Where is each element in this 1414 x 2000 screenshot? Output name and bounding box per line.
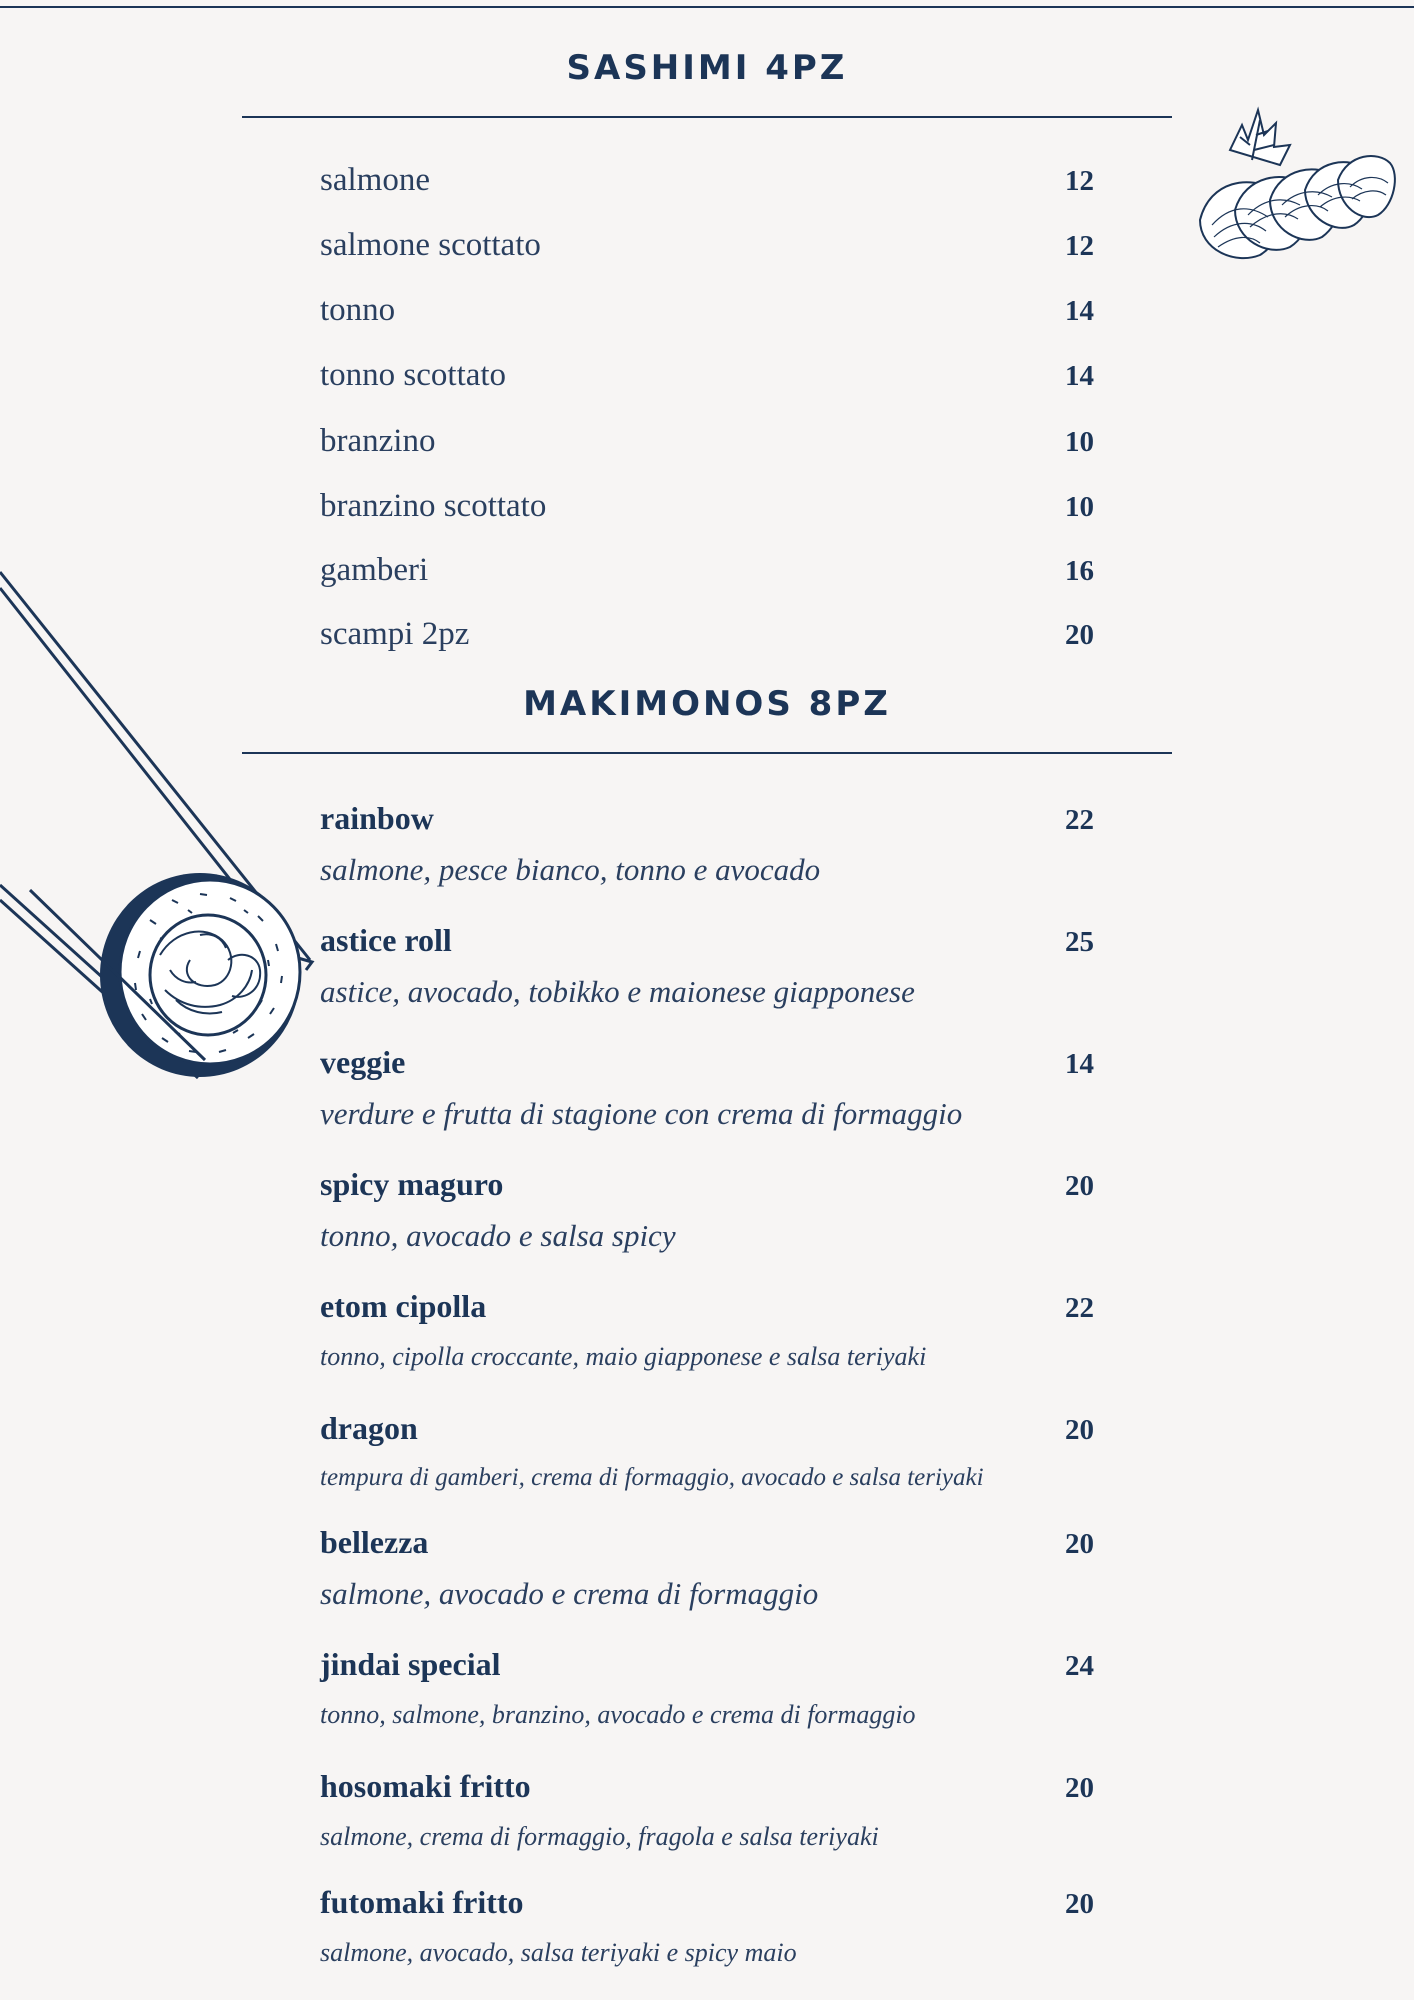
menu-item-dragon (320, 1410, 1094, 1447)
makimonos-divider (242, 752, 1172, 754)
item-price: 25 (1065, 926, 1094, 958)
menu-item-etom-cipolla (320, 1288, 1094, 1325)
item-price: 22 (1065, 804, 1094, 836)
item-name: gamberi (320, 552, 429, 588)
item-price: 20 (1065, 1888, 1094, 1920)
menu-item-astice-roll (320, 922, 1094, 959)
item-name: bellezza (320, 1524, 429, 1560)
item-price: 20 (1065, 1528, 1094, 1560)
item-description: tonno, salmone, branzino, avocado e crema di formaggio (320, 1700, 916, 1729)
makimonos-section-title: MAKIMONOS 8PZ (523, 684, 891, 724)
item-price: 20 (1065, 1772, 1094, 1804)
item-name: tonno (320, 292, 396, 328)
item-description: salmone, avocado e crema di formaggio (320, 1576, 819, 1611)
item-price: 20 (1065, 1170, 1094, 1202)
menu-item-scampi (320, 616, 1094, 653)
item-price: 10 (1065, 491, 1094, 523)
item-price: 16 (1065, 555, 1094, 587)
item-description: tempura di gamberi, crema di formaggio, avocado e salsa teriyaki (320, 1464, 984, 1491)
item-name: scampi 2pz (320, 616, 470, 652)
item-price: 14 (1065, 295, 1094, 327)
item-name: dragon (320, 1410, 418, 1446)
item-description: verdure e frutta di stagione con crema di formaggio (320, 1096, 963, 1131)
item-name: rainbow (320, 800, 434, 836)
item-name: jindai special (320, 1646, 501, 1682)
item-price: 14 (1065, 360, 1094, 392)
item-name: branzino scottato (320, 488, 547, 524)
menu-item-salmone-scottato (320, 227, 1094, 264)
menu-item-rainbow (320, 800, 1094, 837)
sushi-roll-chopsticks-icon (0, 560, 330, 1100)
item-name: salmone scottato (320, 227, 541, 263)
item-description: astice, avocado, tobikko e maionese giapponese (320, 974, 915, 1009)
top-border-line (0, 6, 1414, 8)
item-name: salmone (320, 162, 430, 198)
menu-item-hosomaki-fritto (320, 1768, 1094, 1805)
menu-item-salmone (320, 162, 1094, 199)
item-description: salmone, pesce bianco, tonno e avocado (320, 852, 821, 887)
item-name: futomaki fritto (320, 1884, 524, 1920)
item-name: veggie (320, 1044, 406, 1080)
item-name: spicy maguro (320, 1166, 504, 1202)
item-name: branzino (320, 423, 436, 459)
item-description: salmone, avocado, salsa teriyaki e spicy maio (320, 1938, 797, 1967)
item-price: 14 (1065, 1048, 1094, 1080)
item-price: 20 (1065, 1414, 1094, 1446)
item-price: 10 (1065, 426, 1094, 458)
item-price: 24 (1065, 1650, 1094, 1682)
menu-item-futomaki-fritto (320, 1884, 1094, 1921)
item-price: 22 (1065, 1292, 1094, 1324)
sashimi-divider (242, 116, 1172, 118)
item-name: hosomaki fritto (320, 1768, 531, 1804)
item-price: 20 (1065, 619, 1094, 651)
item-description: tonno, avocado e salsa spicy (320, 1218, 676, 1253)
item-price: 12 (1065, 165, 1094, 197)
sashimi-plate-icon (1190, 105, 1400, 275)
menu-item-branzino (320, 423, 1094, 460)
item-name: astice roll (320, 922, 452, 958)
menu-item-tonno (320, 292, 1094, 329)
menu-item-branzino-scottato (320, 488, 1094, 525)
menu-item-veggie (320, 1044, 1094, 1081)
item-price: 12 (1065, 230, 1094, 262)
menu-item-tonno-scottato (320, 357, 1094, 394)
sashimi-section-title: SASHIMI 4PZ (566, 48, 848, 88)
menu-item-bellezza (320, 1524, 1094, 1561)
item-name: etom cipolla (320, 1288, 487, 1324)
item-name: tonno scottato (320, 357, 507, 393)
item-description: salmone, crema di formaggio, fragola e salsa teriyaki (320, 1822, 879, 1851)
menu-item-gamberi (320, 552, 1094, 589)
menu-item-spicy-maguro (320, 1166, 1094, 1203)
menu-item-jindai-special (320, 1646, 1094, 1683)
item-description: tonno, cipolla croccante, maio giapponese e salsa teriyaki (320, 1342, 927, 1371)
